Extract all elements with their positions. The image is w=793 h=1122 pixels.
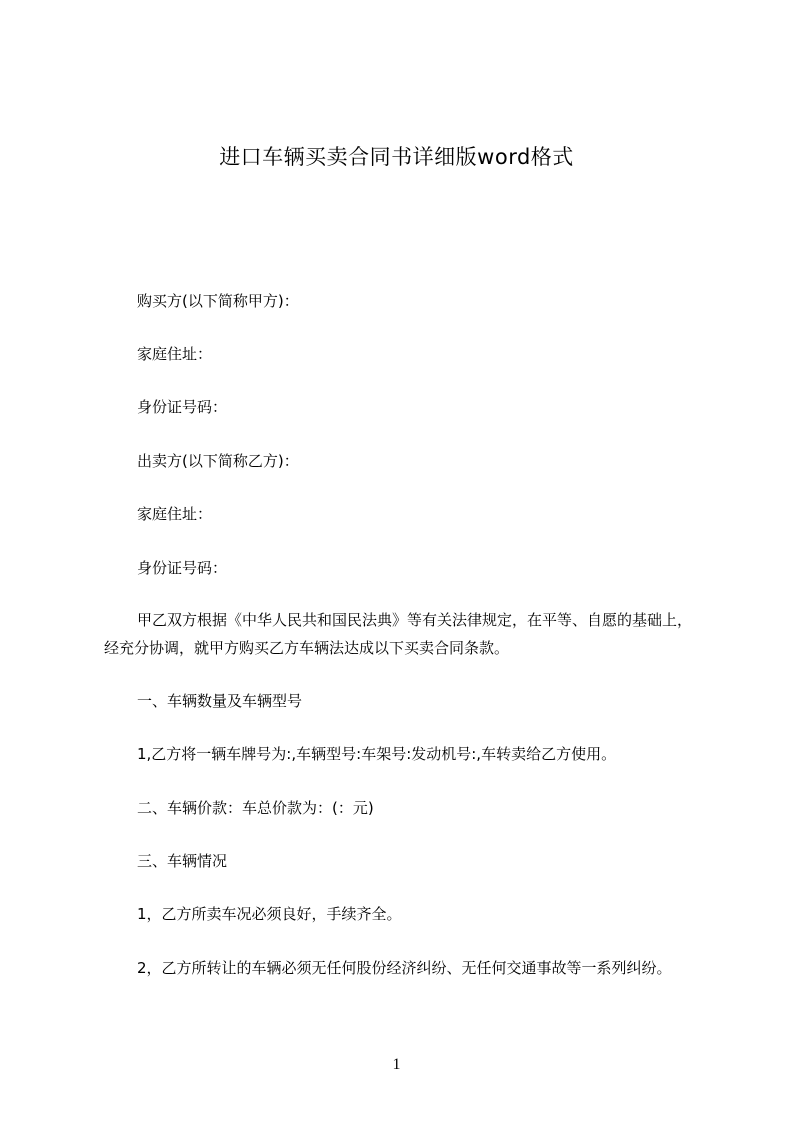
seller-id-label: 身份证号码： xyxy=(137,559,228,577)
section1-item1: 1,乙方将一辆车牌号为:,车辆型号:车架号:发动机号:,车转卖给乙方使用。 xyxy=(137,745,617,763)
seller-label: 出卖方(以下简称乙方)： xyxy=(137,452,299,470)
buyer-label: 购买方(以下简称甲方)： xyxy=(137,292,299,310)
section3-heading: 三、车辆情况 xyxy=(137,852,228,870)
section1-heading: 一、车辆数量及车辆型号 xyxy=(137,692,303,710)
section2-heading: 二、车辆价款：车总价款为：(：元) xyxy=(137,799,374,817)
document-title: 进口车辆买卖合同书详细版word格式 xyxy=(219,145,574,169)
buyer-address-label: 家庭住址： xyxy=(137,345,213,363)
page-number: 1 xyxy=(392,1056,401,1073)
buyer-id-label: 身份证号码： xyxy=(137,398,228,416)
seller-address-label: 家庭住址： xyxy=(137,505,213,523)
section3-item1: 1，乙方所卖车况必须良好，手续齐全。 xyxy=(137,905,402,923)
section3-item2: 2，乙方所转让的车辆必须无任何股份经济纠纷、无任何交通事故等一系列纠纷。 xyxy=(137,959,672,977)
intro-paragraph: 甲乙双方根据《中华人民共和国民法典》等有关法律规定，在平等、自愿的基础上，经充分协调，就甲方购买乙方车辆法达成以下买卖合同条款。 xyxy=(104,611,693,657)
